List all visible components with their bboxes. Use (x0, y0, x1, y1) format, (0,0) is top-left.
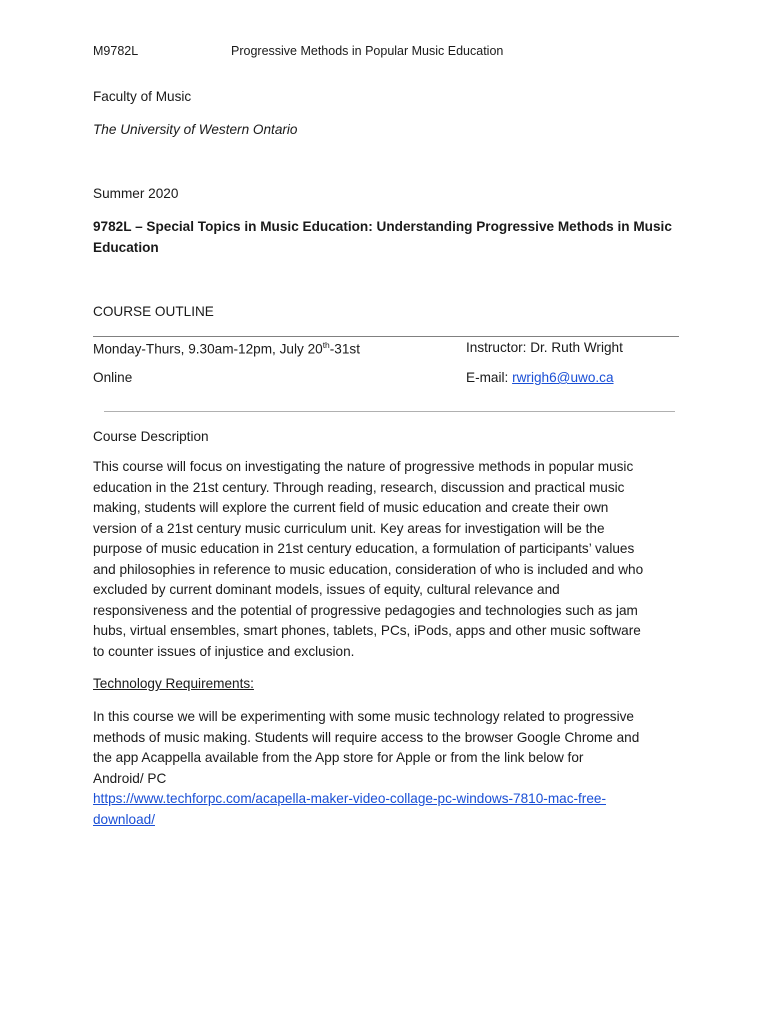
tech-paragraph (93, 707, 679, 830)
description-line: making, students will explore the current field of music education and create their own (93, 500, 609, 515)
university-name: The University of Western Ontario (93, 122, 298, 137)
description-line: version of a 21st century music curriculum unit. Key areas for investigation will be the (93, 520, 605, 536)
schedule-superscript: th (322, 340, 330, 350)
schedule-end-date: -31st (329, 341, 361, 357)
course-format: Online (93, 370, 133, 385)
course-outline-label: COURSE OUTLINE (93, 304, 214, 319)
tech-heading: Technology Requirements: (93, 676, 254, 691)
instructor-name: Instructor: Dr. Ruth Wright (466, 340, 623, 355)
tech-line: the app Acappella available from the App store for Apple or from the link below for (93, 750, 584, 765)
schedule-days-time (93, 340, 360, 357)
description-line: education in the 21st century. Through reading, research, discussion and practical music (93, 479, 625, 495)
instructor-email-row (466, 370, 614, 385)
description-line: and philosophies in reference to music education, consideration of who is included and who (93, 561, 644, 577)
email-link[interactable]: rwrigh6@uwo.ca (512, 370, 614, 385)
description-line: This course will focus on investigating the nature of progressive methods in popular music (93, 459, 634, 474)
description-line: purpose of music education in 21st century education, a formulation of participants’ values (93, 541, 635, 556)
header-course-title: Progressive Methods in Popular Music Education (231, 44, 504, 58)
description-line: to counter issues of injustice and exclusion. (93, 643, 355, 659)
tech-line: methods of music making. Students will require access to the browser Google Chrome and (93, 729, 640, 745)
acapella-download-link-cont[interactable]: download/ (93, 811, 155, 827)
description-paragraph (93, 457, 679, 662)
description-line: excluded by current dominant models, issues of equity, cultural relevance and (93, 582, 560, 597)
description-line: responsiveness and the potential of progressive pedagogies and technologies such as jam (93, 602, 638, 618)
header-course-code: M9782L (93, 44, 139, 58)
schedule-days: Monday-Thurs, 9.30am-12pm, July 20 (93, 341, 323, 357)
section-divider (104, 411, 675, 412)
course-heading-line2: Education (93, 240, 159, 255)
course-heading-line1: 9782L – Special Topics in Music Education: Understanding Progressive Methods in Music (93, 219, 672, 234)
tech-line: Android/ PC (93, 770, 167, 786)
term: Summer 2020 (93, 186, 179, 201)
acapella-download-link[interactable]: https://www.techforpc.com/acapella-maker-video-collage-pc-windows-7810-mac-free- (93, 791, 606, 806)
description-line: hubs, virtual ensembles, smart phones, tablets, PCs, iPods, apps and other music software (93, 623, 641, 638)
email-label: E-mail: (466, 370, 513, 385)
faculty-name: Faculty of Music (93, 89, 192, 104)
outline-divider (93, 336, 679, 337)
description-heading: Course Description (93, 429, 209, 444)
tech-line: In this course we will be experimenting with some music technology related to progressive (93, 709, 634, 724)
